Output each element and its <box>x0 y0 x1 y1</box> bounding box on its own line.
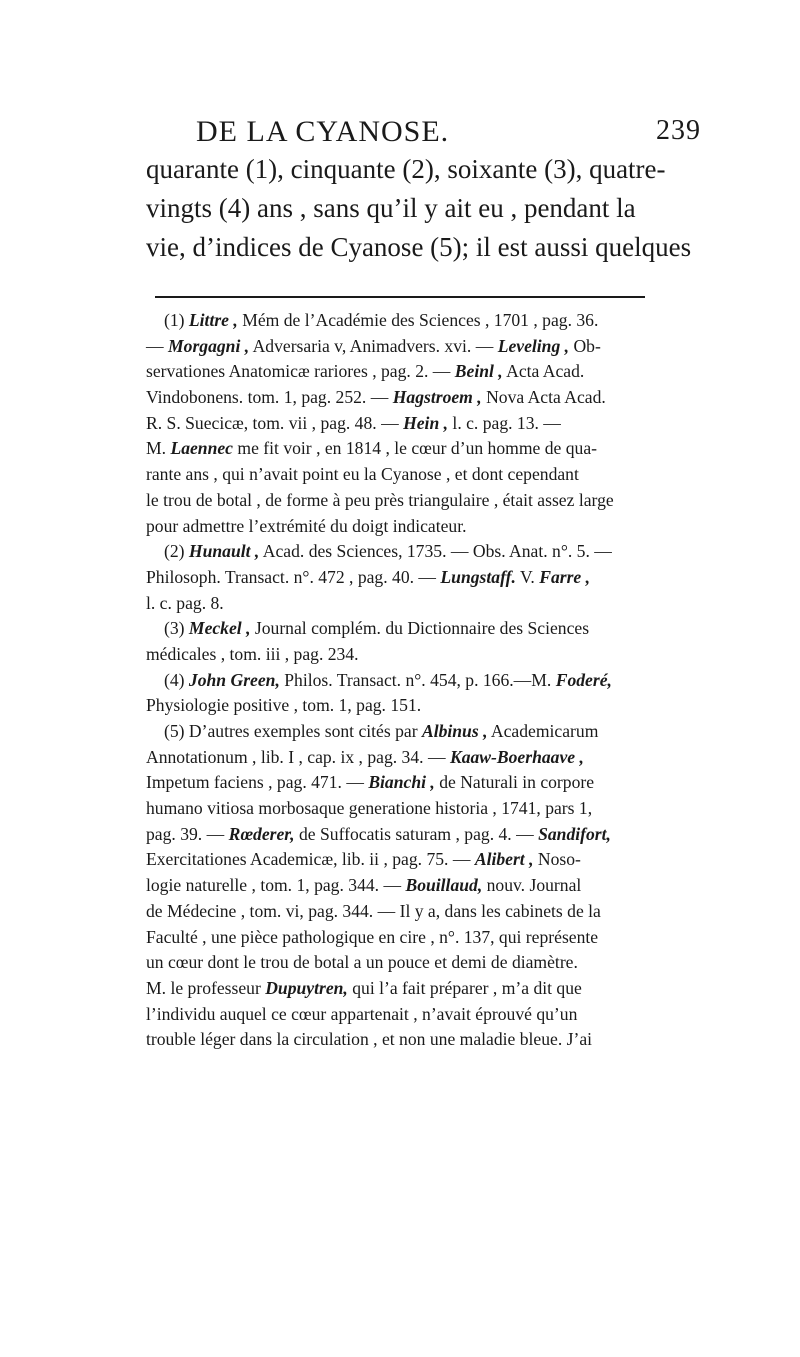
footnote-line <box>146 693 658 719</box>
footnote-line <box>146 899 658 925</box>
page-number: 239 <box>656 115 701 146</box>
footnote-line <box>146 976 658 1002</box>
footnote-author: Foderé, <box>555 669 612 690</box>
footnote-author: Dupuytren, <box>265 977 348 998</box>
footnote-text: (3) <box>164 618 189 639</box>
footnote-author: Leveling , <box>497 335 570 356</box>
footnote-author: Albinus , <box>421 721 488 741</box>
footnote-line <box>146 719 658 745</box>
footnote-text: rante ans , qui n’avait point eu la Cyanose , et dont cependant <box>146 464 579 485</box>
footnote-author: Meckel , <box>188 618 251 639</box>
body-line: vingts (4) ans , sans qu’il y ait eu , pendant la <box>146 193 636 223</box>
footnote-text: humano vitiosa morbosaque generatione historia , 1741, pars 1, <box>146 798 593 819</box>
main-text <box>146 150 692 267</box>
footnote-line <box>146 745 658 771</box>
footnote-line <box>146 770 658 796</box>
footnote-text: (4) <box>164 669 189 690</box>
footnote-text: nouv. Journal <box>482 875 582 896</box>
footnote-line <box>146 616 658 642</box>
footnote-divider <box>155 296 645 298</box>
running-head <box>196 115 701 149</box>
footnote-text: Acta Acad. <box>502 361 585 382</box>
footnote-text: Philos. Transact. n°. 454, p. 166.—M. <box>279 669 556 690</box>
footnote-text: (1) <box>164 310 189 330</box>
footnote-text: Noso- <box>533 849 581 870</box>
footnote-text: médicales , tom. iii , pag. 234. <box>146 643 359 664</box>
footnote-text: logie naturelle , tom. 1, pag. 344. — <box>146 875 406 896</box>
footnote-text: Impetum faciens , pag. 471. — <box>146 772 369 793</box>
footnote-author: Hagstroem , <box>392 387 482 408</box>
footnote-author: Sandifort, <box>538 823 611 844</box>
footnote-line <box>146 1002 658 1028</box>
footnote-line <box>146 488 658 514</box>
footnote-text: Ob- <box>569 335 601 356</box>
footnote-author: John Green, <box>188 669 280 690</box>
footnote-line <box>146 925 658 951</box>
body-line: vie, d’indices de Cyanose (5); il est aussi quelques <box>146 232 692 262</box>
footnote-text: Acad. des Sciences, 1735. — Obs. Anat. n°. 5. — <box>259 541 612 562</box>
footnote-line <box>146 462 658 488</box>
footnote-text: trouble léger dans la circulation , et non une maladie bleue. J’ai <box>146 1029 593 1050</box>
footnote-author: Rœderer, <box>228 823 295 844</box>
footnote-text: le trou de botal , de forme à peu près triangulaire , était assez large <box>146 489 614 510</box>
chapter-title: DE LA CYANOSE. <box>196 115 450 148</box>
footnote-author: Morgagni , <box>168 335 250 356</box>
footnote-text: Journal complém. du Dictionnaire des Sciences <box>250 618 590 639</box>
footnote-text: (5) D’autres exemples sont cités par <box>164 721 422 741</box>
footnote-text: qui l’a fait préparer , m’a dit que <box>347 977 582 998</box>
footnote-line <box>146 565 658 591</box>
footnote-text: servationes Anatomicæ rariores , pag. 2. — <box>146 361 455 382</box>
footnote-author: Hein , <box>403 412 449 433</box>
footnote-text: me fit voir , en 1814 , le cœur d’un homme de qua- <box>233 438 597 459</box>
footnote-text: un cœur dont le trou de botal a un pouce et demi de diamètre. <box>146 952 578 973</box>
footnote-author: Bianchi , <box>368 772 435 793</box>
footnote-text: pour admettre l’extrémité du doigt indicateur. <box>146 515 467 536</box>
footnote-text: Vindobonens. tom. 1, pag. 252. — <box>146 387 393 408</box>
footnote-line <box>146 436 658 462</box>
footnotes <box>146 308 658 1053</box>
footnote-text: Nova Acta Acad. <box>481 387 606 408</box>
footnote-author: Alibert , <box>474 849 534 870</box>
footnote-author: Laennec <box>170 438 233 459</box>
footnote-text: l’individu auquel ce cœur appartenait , n’avait éprouvé qu’un <box>146 1003 578 1024</box>
footnote-text: Academicarum <box>487 721 599 741</box>
footnote-author: Beinl , <box>454 361 503 382</box>
footnote-text: Adversaria v, Animadvers. xvi. — <box>249 335 498 356</box>
footnote-text: V. <box>515 566 540 587</box>
footnote-line <box>146 796 658 822</box>
footnote-line <box>146 873 658 899</box>
footnote-text: (2) <box>164 541 189 562</box>
footnote-line <box>146 1027 658 1053</box>
footnote-text: Mém de l’Académie des Sciences , 1701 , pag. 36. <box>237 310 599 330</box>
footnote-line <box>146 385 658 411</box>
footnote-text: de Médecine , tom. vi, pag. 344. — Il y a, dans les cabinets de la <box>146 900 601 921</box>
footnote-text: Exercitationes Academicæ, lib. ii , pag. 75. — <box>146 849 475 870</box>
footnote-text: Annotationum , lib. I , cap. ix , pag. 34. — <box>146 746 450 767</box>
footnote-line <box>146 591 658 617</box>
footnote-line <box>146 411 658 437</box>
footnote-text: pag. 39. — <box>146 823 229 844</box>
footnote-line <box>146 950 658 976</box>
body-line: quarante (1), cinquante (2), soixante (3), quatre- <box>146 154 666 184</box>
footnote-text: l. c. pag. 13. — <box>448 412 561 433</box>
footnote-line <box>146 847 658 873</box>
footnote-line <box>146 308 658 334</box>
footnote-author: Farre , <box>539 566 591 587</box>
footnote-text: M. <box>146 438 171 459</box>
footnote-line <box>146 642 658 668</box>
footnote-text: M. le professeur <box>146 977 266 998</box>
footnote-text: — <box>146 335 168 356</box>
footnote-line <box>146 359 658 385</box>
footnote-author: Kaaw-Boerhaave , <box>449 746 584 767</box>
footnote-line <box>146 668 658 694</box>
footnote-author: Bouillaud, <box>405 875 483 896</box>
footnote-author: Littre , <box>188 310 238 330</box>
footnote-line <box>146 514 658 540</box>
footnote-author: Hunault , <box>188 541 260 562</box>
footnote-author: Lungstaff. <box>440 566 516 587</box>
footnote-text: R. S. Suecicæ, tom. vii , pag. 48. — <box>146 412 404 433</box>
footnote-line <box>146 539 658 565</box>
footnote-text: de Naturali in corpore <box>434 772 595 793</box>
footnote-text: Faculté , une pièce pathologique en cire , n°. 137, qui représente <box>146 926 599 947</box>
footnote-text: Physiologie positive , tom. 1, pag. 151. <box>146 695 422 716</box>
footnote-line <box>146 334 658 360</box>
footnote-text: l. c. pag. 8. <box>146 592 224 613</box>
footnote-text: de Suffocatis saturam , pag. 4. — <box>294 823 539 844</box>
footnote-text: Philosoph. Transact. n°. 472 , pag. 40. — <box>146 566 441 587</box>
footnote-line <box>146 822 658 848</box>
